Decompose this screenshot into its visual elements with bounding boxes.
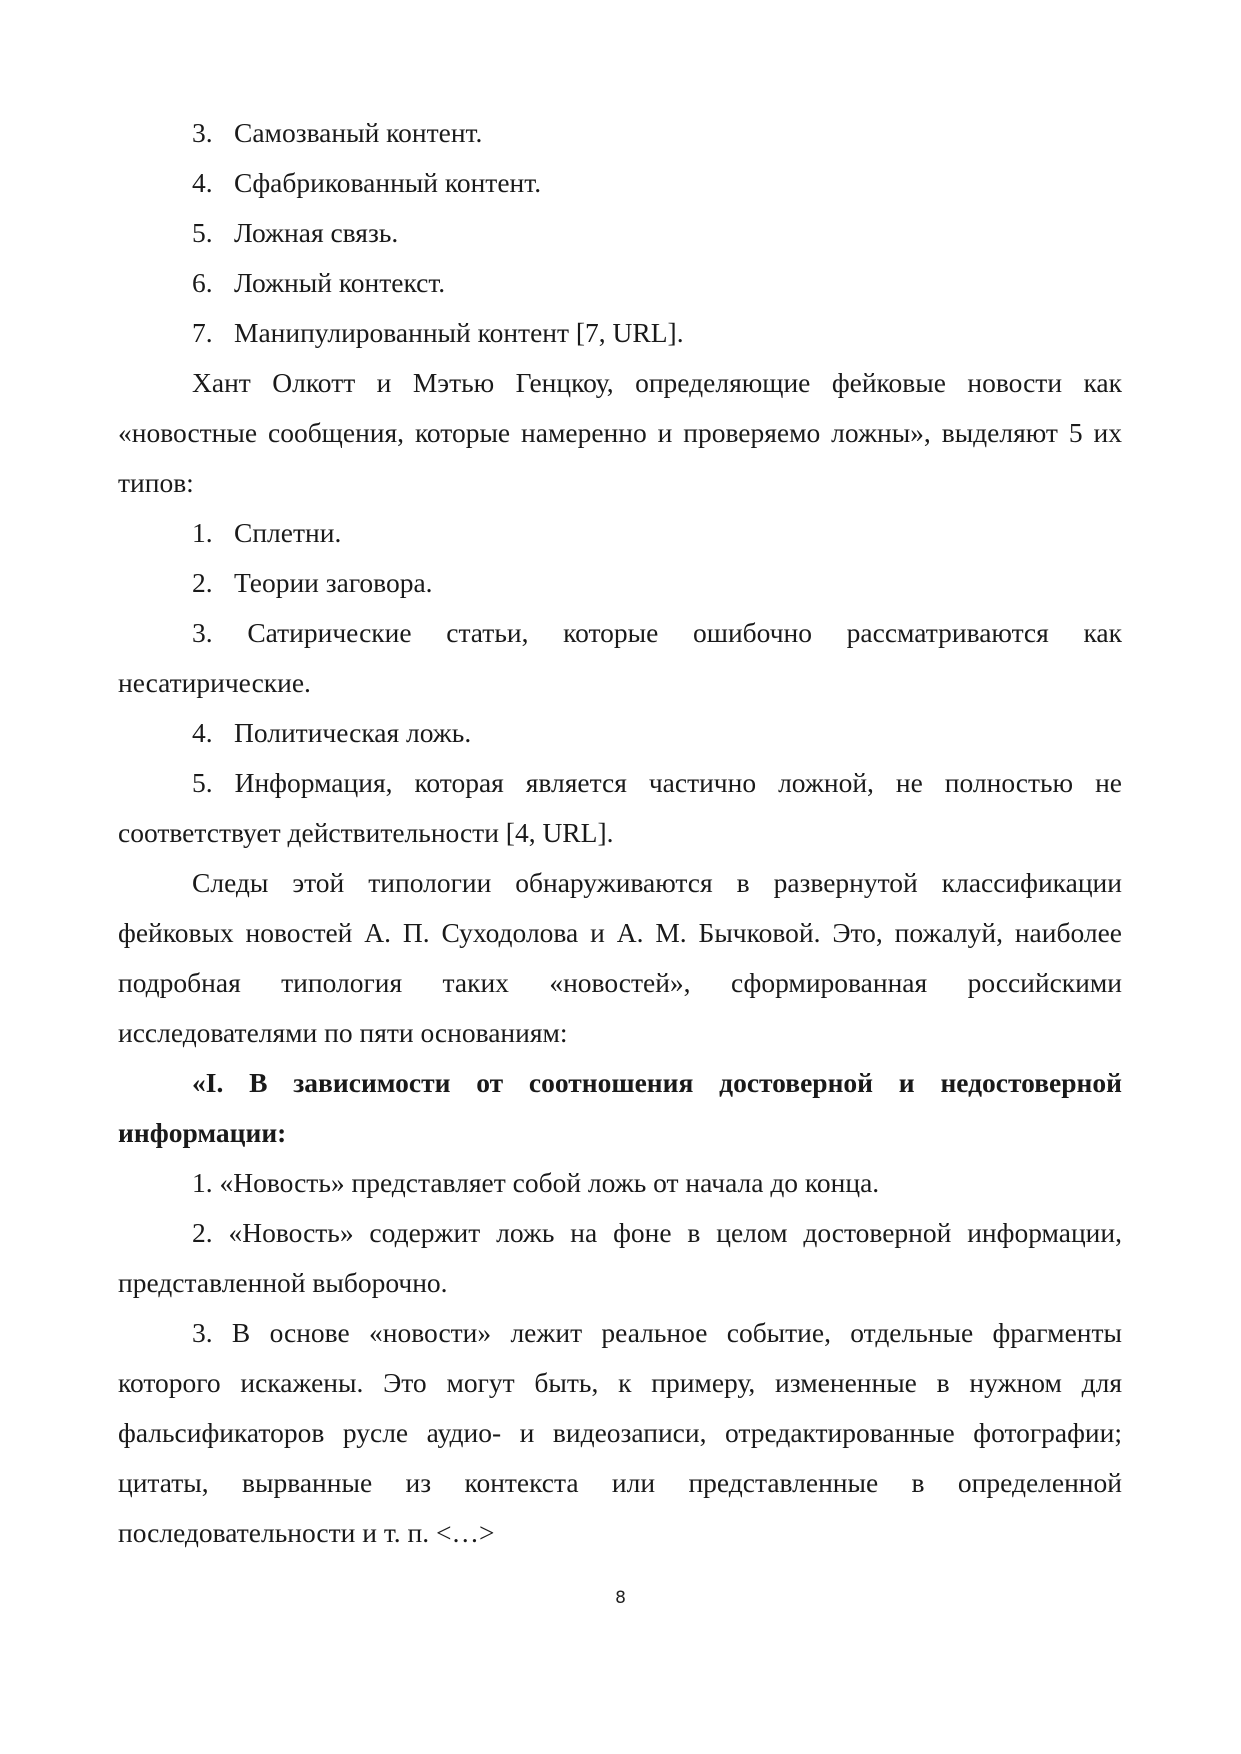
list-item: [118, 708, 1122, 758]
list-number: 7.: [192, 317, 213, 348]
document-page: [118, 108, 1122, 1558]
list-item-satire: 3. Сатирические статьи, которые ошибочно рассматриваются как несатирические.: [118, 617, 1122, 698]
list-number: 4.: [192, 717, 213, 748]
list-number: 1.: [192, 517, 213, 548]
list-text: Теории заговора.: [234, 567, 433, 598]
list-text: Манипулированный контент [7, URL].: [234, 317, 684, 348]
list-item: [118, 158, 1122, 208]
list-number: 5.: [192, 217, 213, 248]
paragraph-hunt-olcott: Хант Олкотт и Мэтью Генцкоу, определяющие фейковые новости как «новостные сообщения, которые намеренно и проверяемо ложны», выделяют 5 их типов:: [118, 367, 1122, 498]
list-text: Ложный контекст.: [234, 267, 446, 298]
list-item: [118, 108, 1122, 158]
list-item: [118, 508, 1122, 558]
list-number: 2.: [192, 567, 213, 598]
list-text: Политическая ложь.: [234, 717, 472, 748]
section-heading: «I. В зависимости от соотношения достоверной и недостоверной информации:: [118, 1067, 1122, 1148]
typology-item-2: 2. «Новость» содержит ложь на фоне в целом достоверной информации, представленной выборочно.: [118, 1217, 1122, 1298]
list-number: 4.: [192, 167, 213, 198]
list-item-partial-false: 5. Информация, которая является частично ложной, не полностью не соответствует действительности [4, URL].: [118, 767, 1122, 848]
page-number: 8: [615, 1588, 626, 1608]
list-item: [118, 308, 1122, 358]
paragraph-typology: Следы этой типологии обнаруживаются в развернутой классификации фейковых новостей А. П. Суходолова и А. М. Бычковой. Это, пожалуй, наиболее подробная типология таких «новостей», сформированная российскими исследователями по пяти основаниям:: [118, 867, 1122, 1048]
list-item: [118, 558, 1122, 608]
list-item: [118, 208, 1122, 258]
list-text: Сфабрикованный контент.: [234, 167, 542, 198]
list-number: 6.: [192, 267, 213, 298]
list-text: Ложная связь.: [234, 217, 399, 248]
typology-item-1: 1. «Новость» представляет собой ложь от начала до конца.: [192, 1167, 880, 1198]
typology-item-3: 3. В основе «новости» лежит реальное событие, отдельные фрагменты которого искажены. Это могут быть, к примеру, измененные в нужном для фальсификаторов русле аудио- и видеозаписи, отредактированные фотографии; цитаты, вырванные из контекста или представленные в определенной последовательности и т. п. <…>: [118, 1317, 1122, 1548]
list-number: 3.: [192, 117, 213, 148]
list-item: [118, 258, 1122, 308]
list-text: Самозваный контент.: [234, 117, 483, 148]
list-text: Сплетни.: [234, 517, 342, 548]
